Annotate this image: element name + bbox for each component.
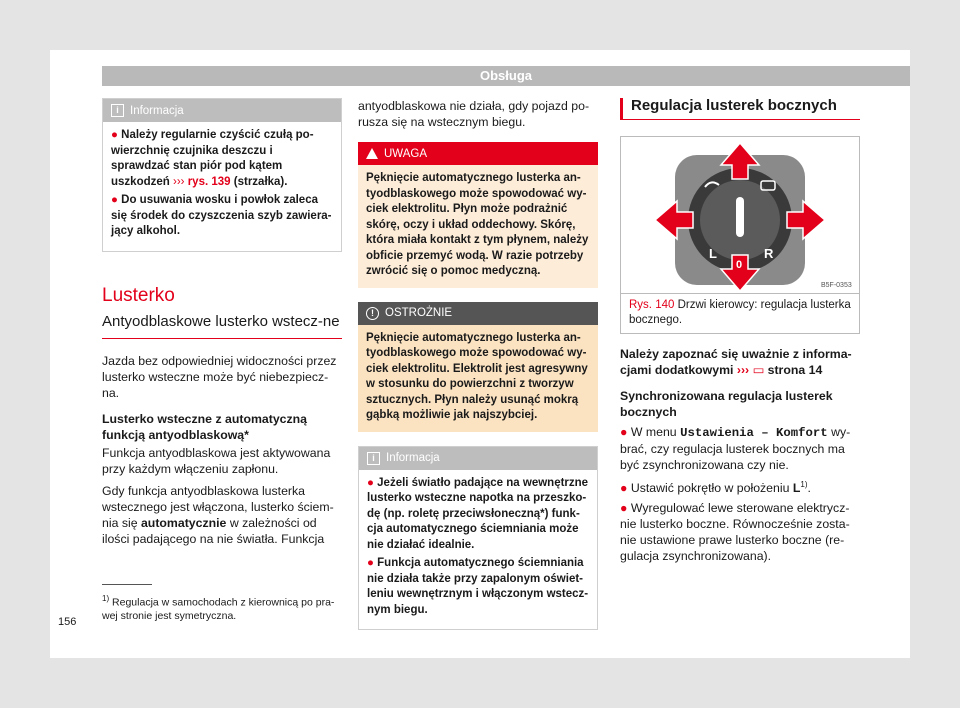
info-bullet-text: Jeżeli światło padające na wewnętrzne lusterko wsteczne napotka na przeszko-dę (np. roletę przeciwsłoneczną*) funk-cja automatycznego ściemniania może nie działać idealnie. — [367, 476, 589, 551]
book-icon: ▭ — [752, 363, 765, 377]
notice — [620, 346, 860, 378]
column-right — [620, 98, 860, 564]
info-bullet — [367, 556, 589, 618]
info-box-header — [103, 99, 341, 122]
info-label: Informacja — [386, 452, 440, 464]
list-item-text: wy-brać, czy regulacja lusterek bocznych ma być zsynchronizowana czy nie. — [620, 425, 851, 472]
ref-arrows: ››› — [173, 175, 185, 188]
footnote-ref: 1) — [800, 480, 808, 489]
caution-label: OSTROŻNIE — [385, 307, 453, 319]
footnote-mark: 1) — [102, 594, 110, 603]
menu-path: Ustawienia – Komfort — [680, 426, 828, 440]
info-box — [102, 98, 342, 252]
list-item-text: Wyregulować lewe sterowane elektrycz-nie lusterko boczne. Równocześnie zosta-nie ustawione prawe lusterko boczne (re-gulacja zsynchronizowana). — [620, 501, 850, 564]
section-title: Regulacja lusterek bocznych — [620, 98, 860, 120]
mirror-knob-illustration — [621, 137, 859, 293]
instruction-list — [620, 424, 860, 564]
warning-label: UWAGA — [384, 147, 428, 160]
info-box-body — [359, 470, 597, 630]
paragraph-text: Gdy funkcja antyodblaskowa lusterka wstecznego jest włączona, lusterko ściem-nia się — [102, 483, 334, 530]
figure-caption-text: Drzwi kierowcy: regulacja lusterka bocznego. — [629, 299, 851, 326]
page-header: Obsługa — [102, 66, 910, 86]
paragraph — [102, 483, 342, 547]
info-label: Informacja — [130, 104, 184, 117]
caution-exclamation-icon: ! — [366, 307, 379, 320]
bullet-icon: ● — [620, 481, 628, 496]
list-item — [620, 500, 860, 564]
info-box — [358, 446, 598, 631]
info-bullet-text: Do usuwania wosku i powłok zaleca się środek do czyszczenia szyb zawiera-jący alkohol. — [111, 194, 332, 237]
subsection-title: Antyodblaskowe lusterko wstecz-ne — [102, 312, 342, 339]
footnote — [102, 592, 346, 623]
paragraph-heading: Lusterko wsteczne z automatyczną funkcją antyodblaskową* — [102, 411, 308, 442]
paragraph: Funkcja antyodblaskowa jest aktywowana przy każdym włączeniu zapłonu. — [102, 445, 331, 476]
figure-number: Rys. 140 — [629, 299, 675, 311]
warning-box-header — [358, 142, 598, 165]
knob-label-l: L — [709, 246, 717, 261]
knob-label-zero: 0 — [736, 259, 743, 271]
paragraph: Jazda bez odpowiedniej widoczności przez lusterko wsteczne może być niebezpiecz-na. — [102, 353, 337, 400]
list-item-text: Ustawić pokrętło w położeniu — [630, 481, 790, 496]
column-middle — [358, 98, 598, 630]
bullet-icon: ● — [620, 425, 628, 439]
page-number: 156 — [58, 616, 77, 628]
info-icon: i — [111, 104, 124, 117]
info-box-body — [103, 122, 341, 251]
section-title: Lusterko — [102, 284, 175, 306]
info-bullet-tail: (strzałka). — [233, 175, 288, 188]
list-item — [620, 424, 860, 473]
document-page — [50, 50, 910, 658]
info-bullet — [111, 193, 333, 240]
bullet-icon: ● — [367, 476, 374, 489]
warning-box-body: Pęknięcie automatycznego lusterka an-tyodblaskowego może spowodować wy-ciek elektrolitu. Płyn może podrażnić skórę, oczy i układ oddechowy. Skórę, która miała kontakt z tym płynem, należy obficie przemyć wodą. W razie potrzeby zwrócić się o pomoc medyczną. — [366, 172, 589, 277]
caution-box-header — [358, 302, 598, 325]
ref-arrows: ››› — [736, 363, 750, 377]
warning-box — [358, 142, 598, 288]
info-bullet-text: Należy regularnie czyścić czułą po-wierzchnię czujnika deszczu i sprawdzać stan piór pod kątem uszkodzeń — [111, 129, 314, 188]
bullet-icon: ● — [367, 557, 374, 569]
column-left — [102, 98, 342, 547]
paragraph: antyodblaskowa nie działa, gdy pojazd po-rusza się na wstecznym biegu. — [358, 99, 590, 129]
bullet-icon: ● — [111, 194, 118, 206]
list-item-text: W menu — [630, 425, 677, 439]
footnote-divider — [102, 584, 152, 585]
info-bullet — [367, 476, 589, 554]
paragraph-heading: Synchronizowana regulacja lusterek bocznych — [620, 389, 833, 419]
info-bullet — [111, 128, 333, 190]
info-box-header — [359, 447, 597, 470]
list-item — [620, 477, 860, 496]
bullet-icon: ● — [620, 501, 628, 516]
figure-caption — [620, 294, 860, 334]
knob-indicator — [736, 197, 744, 237]
position-label: L — [792, 481, 801, 496]
bullet-icon: ● — [111, 129, 118, 141]
figure-mirror-knob — [620, 136, 860, 294]
page-link[interactable]: strona 14 — [767, 363, 823, 377]
info-bullet-text: Funkcja automatycznego ściemniania nie działa także przy zapalonym oświet-leniu wewnętrznym i włączonym wstecz-nym biegu. — [367, 557, 589, 616]
warning-triangle-icon — [366, 148, 378, 159]
notice-text: Należy zapoznać się uważnie z informa-cjami dodatkowymi — [620, 347, 852, 377]
figure-code: B5F-0353 — [821, 282, 852, 289]
figure-link[interactable]: rys. 139 — [187, 175, 231, 188]
info-icon: i — [367, 452, 380, 465]
caution-box — [358, 302, 598, 432]
footnote-text: Regulacja w samochodach z kierownicą po pra-wej stronie jest symetryczna. — [102, 596, 335, 622]
caution-box-body: Pęknięcie automatycznego lusterka an-tyodblaskowego może spowodować wy-ciek elektrolitu. Elektrolit jest agresywny w stosunku do powierzchni z tworzyw sztucznych. Płyn należy usunąć mokrą gąbką możliwie jak najszybciej. — [366, 331, 588, 421]
knob-label-r: R — [764, 246, 774, 261]
paragraph-text: w zależności od ilości padającego na nie światła. Funkcja — [102, 515, 325, 546]
list-item-text: . — [807, 481, 811, 496]
paragraph-bold: automatycznie — [140, 515, 227, 530]
